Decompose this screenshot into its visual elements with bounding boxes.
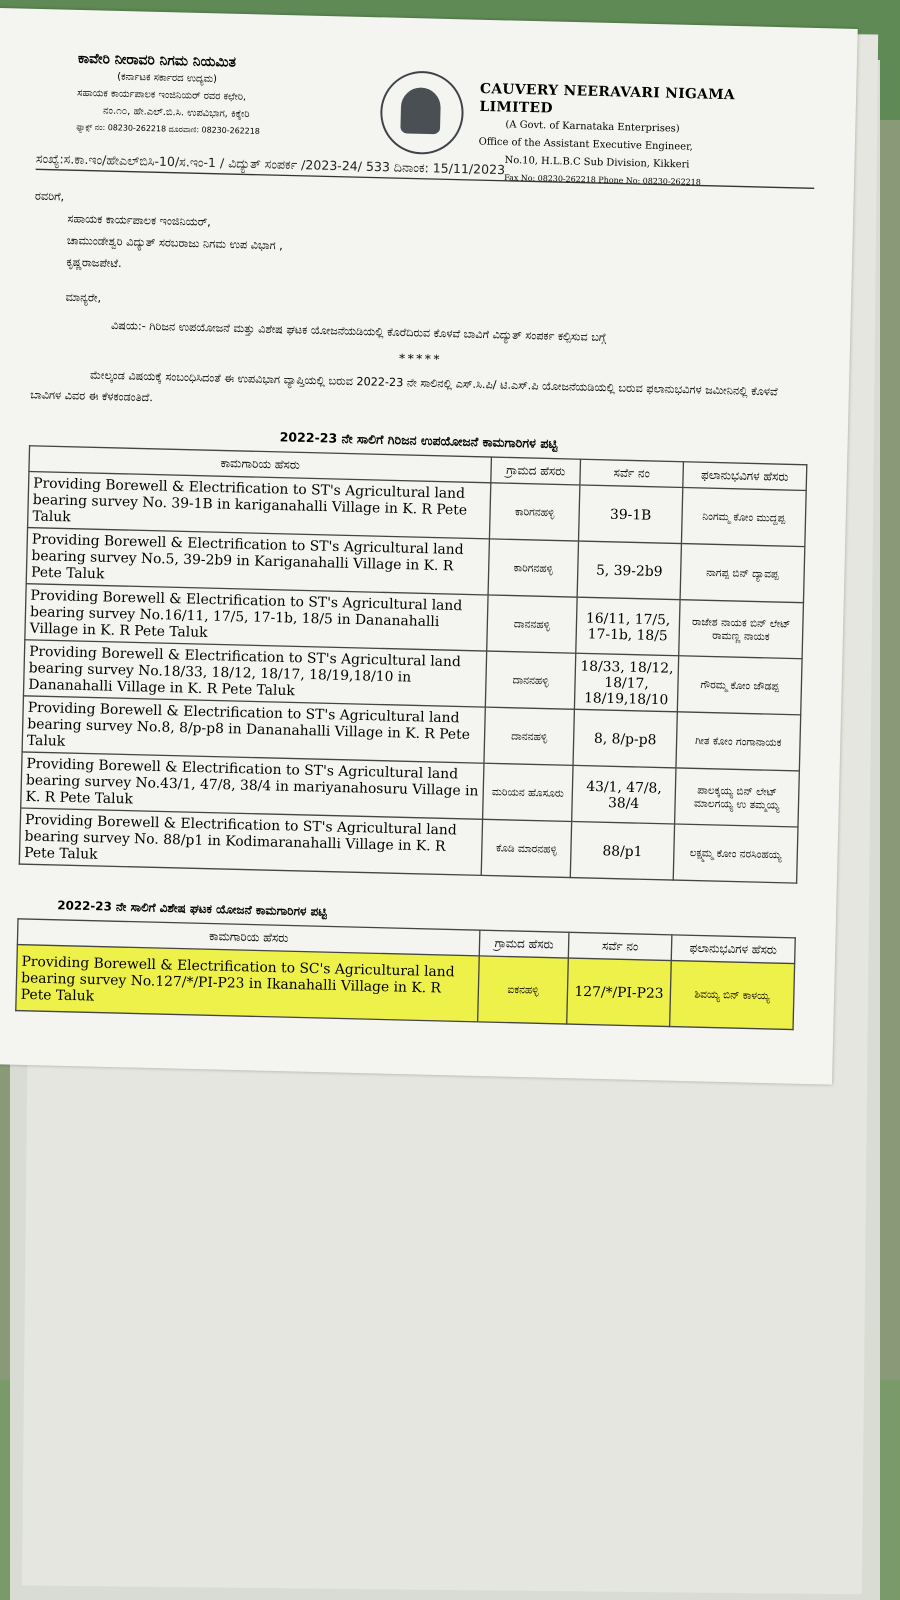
letter-page (0, 8, 858, 1085)
body-paragraph: ಮೇಲ್ಕಂಡ ವಿಷಯಕ್ಕೆ ಸಂಬಂಧಿಸಿದಂತೆ ಈ ಉಪವಿಭಾಗ ವ್ಯಾಪ್ತಿಯಲ್ಲಿ ಬರುವ 2022-23 ನೇ ಸಾಲಿನಲ್ಲಿ ಎಸ್.ಸಿ.ಪಿ/ ಟಿ.ಎಸ್.ಪಿ ಯೋಜನೆಯಡಿಯಲ್ಲಿ ಬರುವ ಫಲಾನುಭವಿಗಳ ಜಮೀನಿನಲ್ಲಿ ಕೊಳವೆ ಬಾವಿಗಳ ವಿವರ ಈ ಕೆಳಕಂಡಂತಿದೆ. (29, 368, 778, 405)
separator-stars: ***** (398, 351, 443, 367)
work-cell: Providing Borewell & Electrification to ST's Agricultural land bearing survey No. 39-1B in kariganahalli Village in K. R Pete Taluk (28, 472, 491, 539)
table-1 (19, 445, 808, 884)
org-name-kn: ಕಾವೇರಿ ನೀರಾವರಿ ನಿಗಮ ನಿಯಮಿತ (77, 50, 237, 70)
village-cell: ಕಾರಿಗನಹಳ್ಳಿ (488, 539, 578, 597)
table-2 (15, 918, 796, 1030)
survey-cell: 39-1B (579, 485, 683, 544)
table-1-title: 2022-23 ನೇ ಸಾಲಿಗೆ ಗಿರಿಜನ ಉಪಯೋಜನೆ ಕಾಮಗಾರಿಗಳ ಪಟ್ಟಿ (279, 430, 558, 452)
phone-line-kn: ಫ್ಯಾಕ್ಸ್ ನಂ: 08230-262218 ದೂರವಾಣಿ: 08230-262218 (76, 122, 260, 136)
office-line: Office of the Assistant Executive Engineer, (478, 135, 694, 153)
work-cell: Providing Borewell & Electrification to ST's Agricultural land bearing survey No. 88/p1 in Kodimaranahalli Village in K. R Pete Taluk (19, 808, 482, 875)
beneficiary-cell: ರಾಜೇಶ ನಾಯಕ ಬಿನ್ ಲೇಟ್ ರಾಮಣ್ಣ ನಾಯಕ (679, 600, 804, 659)
work-cell: Providing Borewell & Electrification to SC's Agricultural land bearing survey No.127/*/PI-P23 in Ikanahalli Village in K. R Pete Taluk (16, 945, 480, 1022)
col-village: ಗ್ರಾಮದ ಹೆಸರು (491, 457, 581, 485)
letterhead-english (478, 79, 797, 194)
address-line-kn: ನಂ.೧೦, ಹೇ.ಎಲ್.ಬಿ.ಸಿ. ಉಪವಿಭಾಗ, ಕಿಕ್ಕೇರಿ (102, 104, 250, 120)
beneficiary-cell: ನಿಂಗಮ್ಮ ಕೋಂ ಮುದ್ದಪ್ಪ (681, 487, 806, 546)
col-village: ಗ್ರಾಮದ ಹೆಸರು (479, 930, 569, 958)
corporation-seal (379, 70, 464, 155)
seal-emblem-icon (400, 87, 441, 134)
survey-cell: 16/11, 17/5, 17-1b, 18/5 (576, 597, 680, 656)
col-work-name: ಕಾಮಗಾರಿಯ ಹೆಸರು (17, 919, 480, 956)
work-cell: Providing Borewell & Electrification to ST's Agricultural land bearing survey No.43/1, 47/8, 38/4 in mariyanahosuru Village in K. R Pete Taluk (21, 752, 484, 819)
recipient-label: ರವರಿಗೆ, (34, 189, 65, 204)
address-line: No.10, H.L.B.C Sub Division, Kikkeri (504, 153, 690, 171)
col-beneficiary: ಫಲಾನುಭವಿಗಳ ಹೆಸರು (683, 462, 807, 491)
village-cell: ದಾನನಹಳ್ಳಿ (487, 595, 577, 653)
village-cell: ಐಕನಹಳ್ಳಿ (478, 956, 569, 1024)
work-cell: Providing Borewell & Electrification to ST's Agricultural land bearing survey No.18/33, 18/12, 18/17, 18/19,18/10 in Dananahalli Village in K. R Pete Taluk (23, 640, 486, 707)
reference-number: ಸಂಖ್ಯೆ:ಸ.ಕಾ.ಇಂ/ಹೇಎಲ್‌ಬಿಸಿ-10/ಸ.ಇಂ-1 / ವಿದ್ಯುತ್ ಸಂಪರ್ಕ /2023-24/ 533 ದಿನಾಂಕ: 15/11/2023 (36, 148, 815, 189)
recipient-line-2: ಚಾಮುಂಡೇಶ್ವರಿ ವಿದ್ಯುತ್ ಸರಬರಾಜು ನಿಗಮ ಉಪ ವಿಭಾಗ , (66, 234, 283, 253)
col-beneficiary: ಫಲಾನುಭವಿಗಳ ಹೆಸರು (671, 935, 795, 964)
village-cell: ಕಾರಿಗನಹಳ್ಳಿ (490, 483, 580, 541)
beneficiary-cell: ಗೀತ ಕೋಂ ಗಂಗಾನಾಯಕ (676, 712, 801, 771)
beneficiary-cell: ಲಕ್ಷ್ಮಮ್ಮ ಕೋಂ ನರಸಿಂಹಯ್ಯ (673, 824, 798, 883)
col-survey-no: ಸರ್ವೆ ನಂ (568, 932, 671, 960)
work-cell: Providing Borewell & Electrification to ST's Agricultural land bearing survey No.16/11, 17/5, 17-1b, 18/5 in Dananahalli Village in K. R Pete Taluk (25, 584, 488, 651)
beneficiary-cell: ನಾಗಪ್ಪ ಬಿನ್ ದ್ಯಾವಪ್ಪ (680, 544, 805, 603)
govt-line-kn: (ಕರ್ನಾಟಕ ಸರ್ಕಾರದ ಉದ್ಯಮ) (117, 70, 218, 85)
survey-cell: 18/33, 18/12, 18/17, 18/19,18/10 (575, 653, 679, 712)
recipient-line-1: ಸಹಾಯಕ ಕಾರ್ಯಪಾಲಕ ಇಂಜಿನಿಯರ್, (67, 212, 211, 230)
village-cell: ಮರಿಯನ ಹೊಸೂರು (483, 763, 573, 821)
subject-line: ವಿಷಯ:- ಗಿರಿಜನ ಉಪಯೋಜನೆ ಮತ್ತು ವಿಶೇಷ ಘಟಕ ಯೋಜನೆಯಡಿಯಲ್ಲಿ ಕೊರೆದಿರುವ ಕೊಳವೆ ಬಾವಿಗೆ ವಿದ್ಯುತ್ ಸಂಪರ್ಕ ಕಲ್ಪಿಸುವ ಬಗ್ಗೆ (110, 319, 607, 345)
work-cell: Providing Borewell & Electrification to ST's Agricultural land bearing survey No.8, 8/p-p8 in Dananahalli Village in K. R Pete Taluk (22, 696, 485, 763)
col-work-name: ಕಾಮಗಾರಿಯ ಹೆಸರು (29, 446, 492, 483)
letter-content (15, 35, 817, 1030)
work-cell: Providing Borewell & Electrification to ST's Agricultural land bearing survey No.5, 39-2b9 in Kariganahalli Village in K. R Pete Taluk (26, 528, 489, 595)
office-line-kn: ಸಹಾಯಕ ಕಾರ್ಯಪಾಲಕ ಇಂಜಿನಿಯರ್ ರವರ ಕಛೇರಿ, (77, 86, 247, 103)
beneficiary-cell: ಶಿವಯ್ಯ ಬಿನ್ ಕಾಳಯ್ಯ (670, 961, 795, 1030)
survey-cell: 88/p1 (570, 821, 674, 880)
village-cell: ದಾನನಹಳ್ಳಿ (484, 707, 574, 765)
recipient-block (33, 186, 814, 292)
recipient-line-3: ಕೃಷ್ಣರಾಜಪೇಟೆ. (66, 255, 122, 271)
beneficiary-cell: ಪಾಲಕ್ಕಯ್ಯ ಬಿನ್ ಲೇಟ್ ಮಾಲಗಯ್ಯ ಉ ತಮ್ಮಯ್ಯ (675, 768, 800, 827)
col-survey-no: ಸರ್ವೆ ನಂ (580, 459, 683, 487)
letterhead (36, 35, 817, 187)
survey-cell: 127/*/PI-P23 (567, 958, 671, 1026)
org-name: CAUVERY NEERAVARI NIGAMA LIMITED (479, 79, 736, 116)
table-2-title: 2022-23 ನೇ ಸಾಲಿಗೆ ವಿಶೇಷ ಘಟಕ ಯೋಜನೆ ಕಾಮಗಾರಿಗಳ ಪಟ್ಟಿ (57, 898, 327, 920)
govt-line: (A Govt. of Karnataka Enterprises) (505, 118, 680, 135)
beneficiary-cell: ಗೌರಮ್ಮ ಕೋಂ ಜೌಡಪ್ಪ (677, 656, 802, 715)
survey-cell: 8, 8/p-p8 (573, 709, 677, 768)
letterhead-kannada (76, 50, 368, 143)
survey-cell: 5, 39-2b9 (577, 541, 681, 600)
village-cell: ದಾನನಹಳ್ಳಿ (485, 651, 575, 709)
survey-cell: 43/1, 47/8, 38/4 (572, 765, 676, 824)
salutation: ಮಾನ್ಯರೇ, (65, 290, 102, 305)
village-cell: ಕೊಡಿ ಮಾರನಹಳ್ಳಿ (481, 819, 571, 877)
contact-line: Fax No: 08230-262218 Phone No: 08230-262218 (504, 172, 701, 187)
